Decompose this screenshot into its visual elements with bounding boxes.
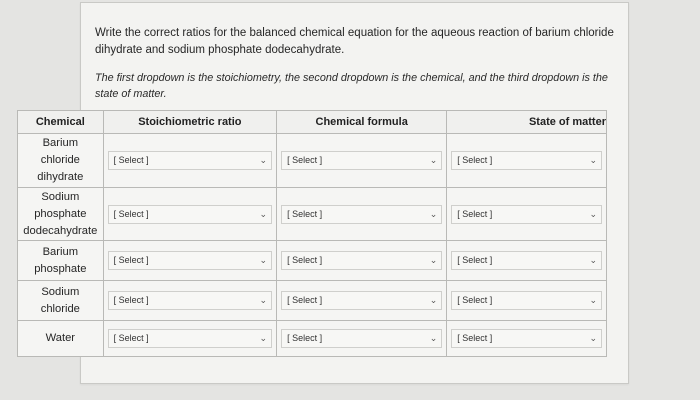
chevron-down-icon: ⌄ [429, 255, 438, 265]
state-of-matter-select[interactable] [451, 151, 602, 170]
chevron-down-icon: ⌄ [589, 295, 597, 305]
select-label: [ Select ] [113, 255, 149, 265]
chevron-down-icon: ⌄ [429, 295, 438, 305]
stoichiometric-ratio-select[interactable] [108, 329, 272, 348]
question-instructions: The first dropdown is the stoichiometry, the second dropdown is the chemical, and the third dropdown is the state of matter. [95, 72, 608, 100]
chemical-formula-select[interactable] [281, 329, 442, 348]
select-label: [ Select ] [287, 208, 323, 219]
chemical-name-cell [18, 241, 104, 281]
chemical-name-line: Water [45, 332, 76, 344]
chemical-name-cell [18, 188, 104, 241]
select-label: [ Select ] [457, 155, 493, 165]
chevron-down-icon: ⌄ [259, 295, 268, 305]
chemical-formula-select[interactable] [281, 205, 442, 224]
chevron-down-icon: ⌄ [589, 208, 597, 219]
chevron-down-icon: ⌄ [429, 333, 438, 343]
table-row [18, 134, 607, 188]
chevron-down-icon: ⌄ [589, 155, 597, 165]
state-of-matter-select[interactable] [451, 251, 602, 270]
state-of-matter-select[interactable] [451, 205, 602, 224]
state-of-matter-select[interactable] [451, 291, 602, 310]
chemical-formula-select[interactable] [281, 291, 442, 310]
select-label: [ Select ] [457, 333, 493, 343]
chemical-name-line: dihydrate [37, 171, 84, 183]
stoichiometric-ratio-select[interactable] [108, 251, 272, 270]
chemical-formula-select[interactable] [281, 251, 442, 270]
chemical-name-line: Sodium [41, 190, 80, 203]
chemical-name-line: Barium [42, 137, 79, 149]
table-row [18, 188, 607, 241]
header-chemical: Chemical [18, 111, 104, 134]
table-row [18, 321, 607, 357]
chemical-name-cell [18, 281, 104, 321]
table-row [18, 281, 607, 321]
state-of-matter-select[interactable] [451, 329, 602, 348]
header-chemical-formula: Chemical formula [277, 111, 447, 134]
chemical-name-cell [18, 134, 104, 188]
chemical-name-line: phosphate [34, 207, 87, 220]
table-header-row [18, 111, 607, 134]
select-label: [ Select ] [113, 333, 149, 343]
select-label: [ Select ] [113, 295, 149, 305]
answer-table [17, 110, 607, 357]
chevron-down-icon: ⌄ [589, 333, 597, 343]
chevron-down-icon: ⌄ [429, 208, 438, 219]
table-row [18, 241, 607, 281]
header-state-of-matter: State of matter [447, 111, 607, 134]
chemical-name-cell [18, 321, 104, 357]
stoichiometric-ratio-select[interactable] [108, 291, 272, 310]
chemical-name-line: Barium [42, 245, 79, 258]
chemical-name-line: dodecahydrate [23, 224, 98, 237]
header-stoichiometric-ratio: Stoichiometric ratio [103, 111, 276, 134]
question-text: Write the correct ratios for the balanced chemical equation for the aqueous reaction of barium chloride dihydrate and sodium phosphate dodecahydrate. [95, 27, 614, 56]
chemical-name-line: Sodium [41, 285, 80, 298]
select-label: [ Select ] [287, 155, 323, 165]
chemical-name-line: chloride [40, 154, 80, 166]
select-label: [ Select ] [457, 255, 493, 265]
select-label: [ Select ] [457, 208, 493, 219]
select-label: [ Select ] [287, 333, 323, 343]
chevron-down-icon: ⌄ [429, 155, 438, 165]
select-label: [ Select ] [113, 155, 149, 165]
chemical-name-line: chloride [40, 302, 80, 315]
select-label: [ Select ] [457, 295, 493, 305]
chemical-formula-select[interactable] [281, 151, 442, 170]
select-label: [ Select ] [287, 295, 323, 305]
select-label: [ Select ] [113, 208, 149, 219]
chevron-down-icon: ⌄ [259, 208, 268, 219]
chevron-down-icon: ⌄ [259, 255, 268, 265]
chevron-down-icon: ⌄ [259, 333, 268, 343]
chevron-down-icon: ⌄ [589, 255, 597, 265]
select-label: [ Select ] [287, 255, 323, 265]
chemical-name-line: phosphate [34, 262, 87, 275]
stoichiometric-ratio-select[interactable] [108, 151, 272, 170]
chevron-down-icon: ⌄ [259, 155, 268, 165]
stoichiometric-ratio-select[interactable] [108, 205, 272, 224]
